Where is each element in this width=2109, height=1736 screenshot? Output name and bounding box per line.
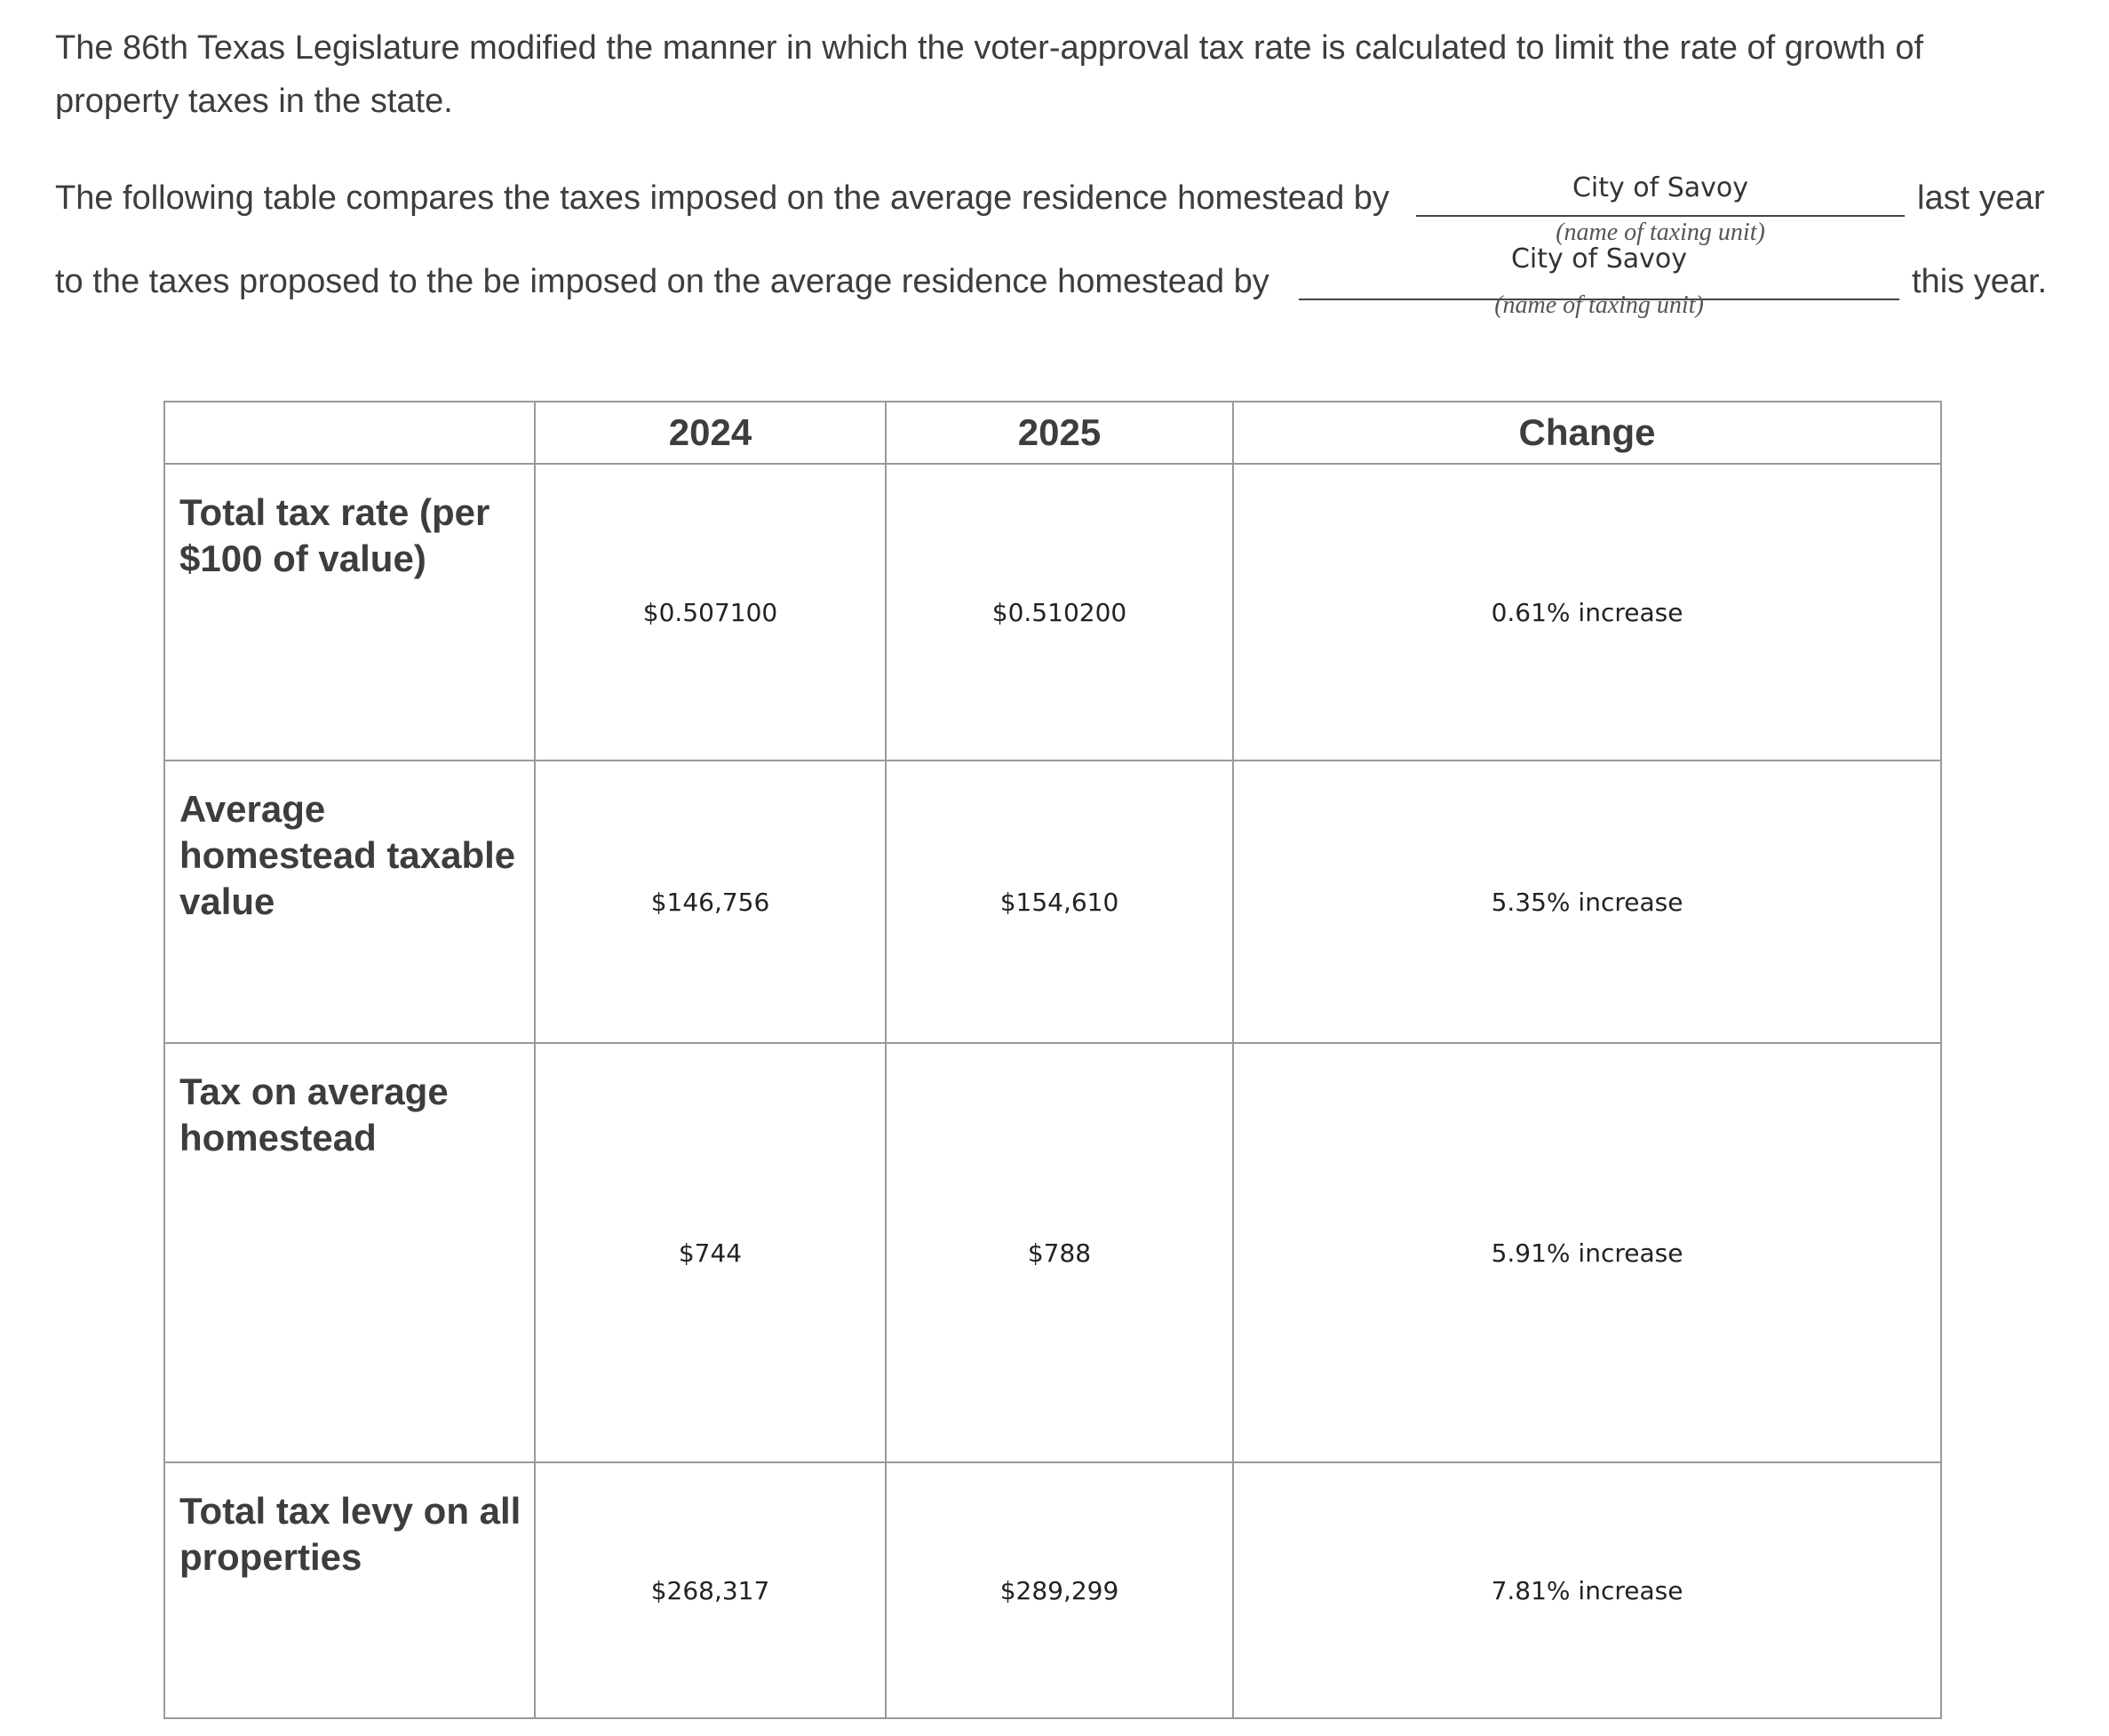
comparison-tail-text: this year. — [1912, 263, 2048, 300]
taxing-unit-caption: (name of taxing unit) — [1556, 219, 1765, 246]
value-change: 5.91% increase — [1233, 1043, 1941, 1462]
taxing-unit-blank — [1299, 242, 1899, 319]
taxing-unit-name: City of Savoy — [1572, 172, 1749, 203]
table-row — [164, 1462, 1941, 1718]
taxing-unit-caption: (name of taxing unit) — [1494, 291, 1704, 319]
header-2025: 2025 — [886, 402, 1233, 464]
header-blank — [164, 402, 535, 464]
value-2024: $146,756 — [535, 760, 886, 1043]
value-change: 7.81% increase — [1233, 1462, 1941, 1718]
table-row — [164, 1043, 1941, 1462]
value-2024: $0.507100 — [535, 464, 886, 760]
header-change: Change — [1233, 402, 1941, 464]
table-row — [164, 464, 1941, 760]
row-label: Tax on average homestead — [164, 1043, 535, 1462]
taxing-unit-name: City of Savoy — [1510, 243, 1688, 275]
value-2024: $744 — [535, 1043, 886, 1462]
row-label: Total tax rate (per $100 of value) — [164, 464, 535, 760]
header-2024: 2024 — [535, 402, 886, 464]
tax-comparison-table — [163, 401, 1942, 1719]
row-label: Total tax levy on all properties — [164, 1462, 535, 1718]
value-change: 5.35% increase — [1233, 760, 1941, 1043]
intro-paragraph: The 86th Texas Legislature modified the manner in which the voter-approval tax rate is calculated to limit the rate of growth of property taxes in the state. — [55, 29, 1924, 120]
comparison-lead-text: The following table compares the taxes imposed on the average residence homestead by — [55, 179, 1389, 217]
value-change: 0.61% increase — [1233, 464, 1941, 760]
taxing-unit-blank — [1416, 169, 1905, 246]
comparison-lead-text: to the taxes proposed to the be imposed on the average residence homestead by — [55, 263, 1269, 300]
table-row — [164, 760, 1941, 1043]
value-2025: $154,610 — [886, 760, 1233, 1043]
value-2025: $0.510200 — [886, 464, 1233, 760]
row-label: Average homestead taxable value — [164, 760, 535, 1043]
value-2024: $268,317 — [535, 1462, 886, 1718]
value-2025: $788 — [886, 1043, 1233, 1462]
value-2025: $289,299 — [886, 1462, 1233, 1718]
table-header-row — [164, 402, 1941, 464]
comparison-tail-text: last year — [1917, 179, 2045, 217]
comparison-line-this-year — [55, 242, 2054, 348]
